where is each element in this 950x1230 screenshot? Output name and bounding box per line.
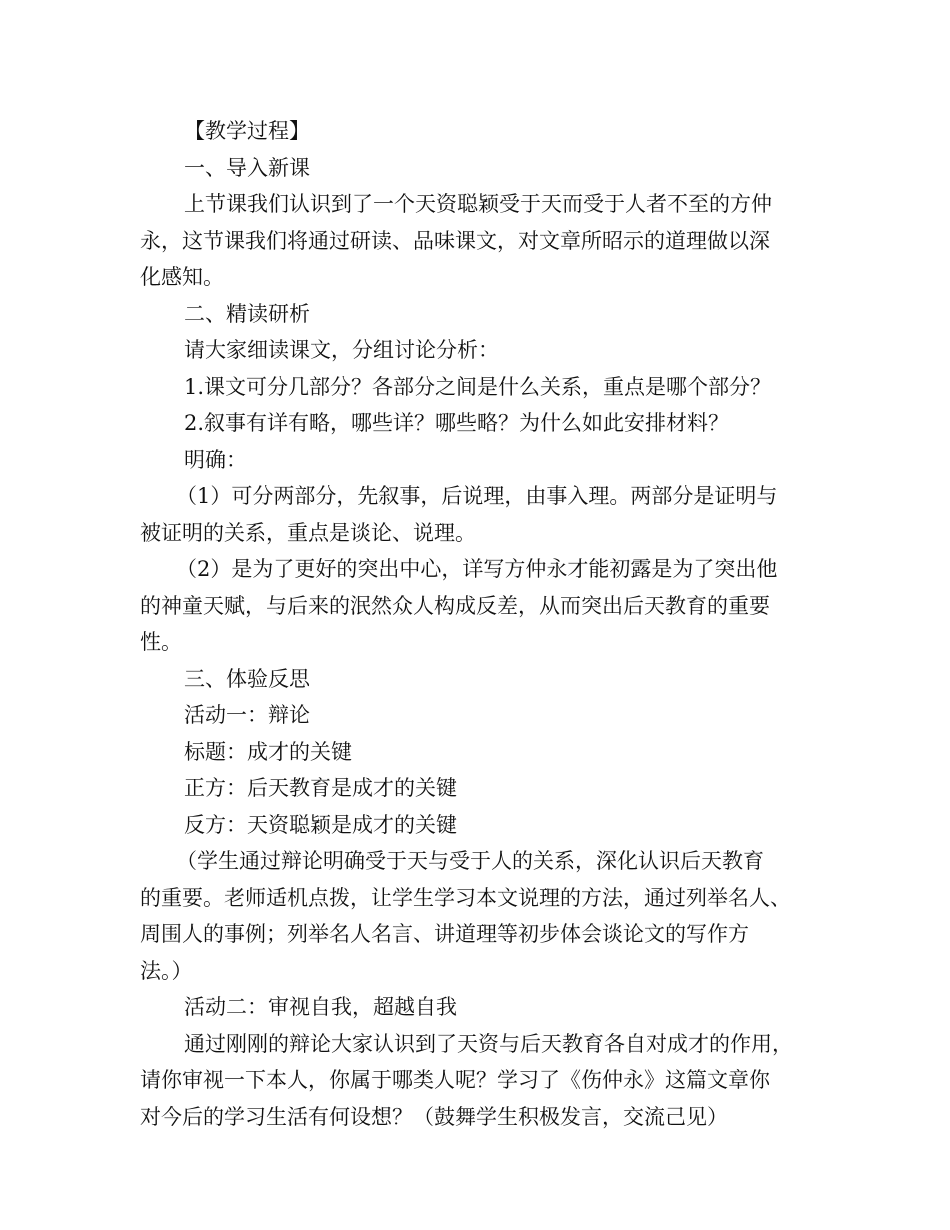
paragraph-line: 周围人的事例；列举名人名言、讲道理等初步体会谈论文的写作方 (140, 922, 749, 946)
question-item: 2.叙事有详有略，哪些详？哪些略？为什么如此安排材料？ (184, 411, 730, 435)
paragraph-line: （学生通过辩论明确受于天与受于人的关系，深化认识后天教育 (176, 849, 764, 873)
paragraph-line: 反方：天资聪颖是成才的关键 (184, 812, 457, 837)
question-item: 1.课文可分几部分？各部分之间是什么关系，重点是哪个部分？ (184, 374, 772, 399)
subheading-reading: 二、精读研析 (184, 301, 310, 326)
activity-title: 活动一：辩论 (184, 703, 310, 727)
paragraph-line: 化感知。 (140, 265, 224, 289)
paragraph-line: 上节课我们认识到了一个天资聪颖受于天而受于人者不至的方仲 (184, 192, 772, 216)
paragraph-line: 标题：成才的关键 (184, 739, 352, 764)
paragraph-line: 通过刚刚的辩论大家认识到了天资与后天教育各自对成才的作用， (184, 1031, 793, 1056)
paragraph-line: 性。 (140, 630, 182, 654)
paragraph-line: 明确： (184, 447, 247, 472)
paragraph-line: 被证明的关系，重点是谈论、说理。 (140, 520, 476, 545)
paragraph-line: 法。） (140, 958, 193, 983)
paragraph-line: 正方：后天教育是成才的关键 (184, 776, 457, 800)
paragraph-line: 的神童天赋，与后来的泯然众人构成反差，从而突出后天教育的重要 (140, 593, 770, 618)
section-heading: 【教学过程】 (184, 119, 310, 143)
subheading-reflection: 三、体验反思 (184, 666, 310, 691)
answer-item: （2）是为了更好的突出中心，详写方仲永才能初露是为了突出他 (176, 557, 778, 581)
paragraph-line: 永，这节课我们将通过研读、品味课文，对文章所昭示的道理做以深 (140, 228, 770, 253)
document-body (140, 113, 840, 1135)
answer-item: （1）可分两部分，先叙事，后说理，由事入理。两部分是证明与 (176, 484, 778, 508)
paragraph-line: 请大家细读课文，分组讨论分析： (184, 338, 499, 362)
activity-title: 活动二：审视自我，超越自我 (184, 995, 457, 1019)
paragraph-line: 对今后的学习生活有何设想？（鼓舞学生积极发言，交流己见） (140, 1104, 728, 1129)
paragraph-line: 的重要。老师适机点拨，让学生学习本文说理的方法，通过列举名人、 (140, 885, 791, 910)
paragraph-line: 请你审视一下本人，你属于哪类人呢？学习了《伤仲永》这篇文章你 (140, 1068, 770, 1092)
subheading-intro: 一、导入新课 (184, 155, 310, 180)
